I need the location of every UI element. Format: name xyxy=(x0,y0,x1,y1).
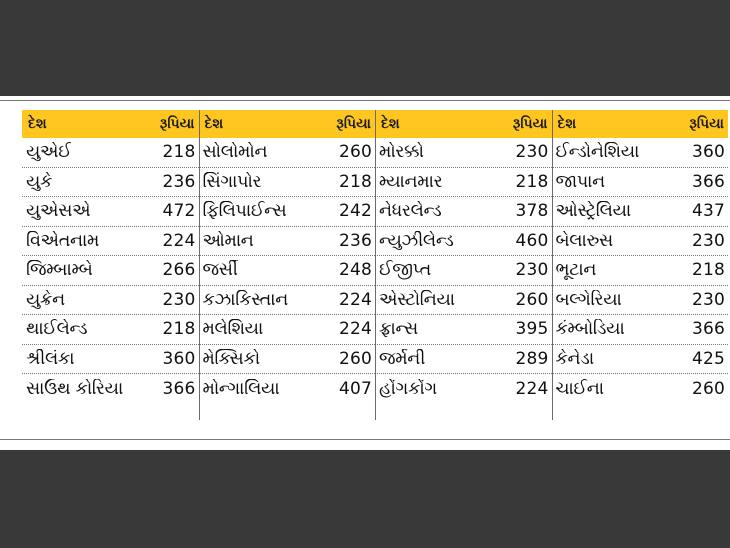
country-name: જર્મની xyxy=(379,348,426,369)
rupee-value: 218 xyxy=(162,142,196,163)
country-name: બેલારુસ xyxy=(555,230,613,251)
table-row xyxy=(199,286,376,316)
table-row xyxy=(22,197,199,227)
rupee-value: 366 xyxy=(162,378,196,399)
country-name: કંમ્બોડિયા xyxy=(555,319,625,340)
country-name: ઓસ્ટ્રેલિયા xyxy=(555,201,631,222)
rupee-value: 218 xyxy=(691,260,725,281)
country-name: સિંગાપોર xyxy=(202,171,262,192)
rupee-value: 360 xyxy=(162,348,196,369)
country-name: ઈન્ડોનેશિયા xyxy=(555,142,640,163)
table-row xyxy=(199,197,376,227)
table-row xyxy=(375,197,552,227)
header-rupees: રૂપિયા xyxy=(336,116,371,132)
column-header xyxy=(22,110,199,138)
table-row xyxy=(552,197,729,227)
rupee-value: 248 xyxy=(338,260,372,281)
table-row xyxy=(22,168,199,198)
country-name: બલ્ગેરિયા xyxy=(555,289,622,310)
rupee-value: 224 xyxy=(338,289,372,310)
country-name: થાઈલેન્ડ xyxy=(26,319,88,340)
country-name: કઝાકિસ્તાન xyxy=(202,289,288,310)
table-row xyxy=(22,345,199,375)
rates-sheet xyxy=(0,96,730,450)
rupee-value: 260 xyxy=(691,378,725,399)
country-name: વિએતનામ xyxy=(26,230,100,251)
country-name: જર્સી xyxy=(202,260,238,281)
table-row xyxy=(552,256,729,286)
top-dark-band xyxy=(0,0,730,96)
rupee-value: 218 xyxy=(162,319,196,340)
country-name: મ્યાનમાર xyxy=(379,171,443,192)
table-row xyxy=(375,315,552,345)
header-country: દેશ xyxy=(28,116,47,132)
table-row xyxy=(552,374,729,404)
country-name: યુક્રેન xyxy=(26,289,65,310)
table-row xyxy=(199,345,376,375)
country-name: શ્રીલંકા xyxy=(26,348,75,369)
country-name: ફિલિપાઈન્સ xyxy=(202,201,287,222)
table-row xyxy=(22,374,199,404)
table-row xyxy=(375,286,552,316)
rupee-value: 472 xyxy=(162,201,196,222)
country-name: મેક્સિકો xyxy=(202,348,260,369)
table-row xyxy=(552,345,729,375)
rupee-value: 230 xyxy=(691,230,725,251)
table-row xyxy=(375,227,552,257)
rupee-value: 366 xyxy=(691,319,725,340)
rupee-value: 218 xyxy=(338,171,372,192)
table-row xyxy=(375,138,552,168)
country-name: મોરક્કો xyxy=(379,142,424,163)
country-name: ઓમાન xyxy=(202,230,254,251)
rupee-value: 260 xyxy=(338,348,372,369)
rupee-value: 395 xyxy=(515,319,549,340)
table-row xyxy=(199,315,376,345)
rupee-value: 425 xyxy=(691,348,725,369)
rupee-value: 236 xyxy=(338,230,372,251)
country-name: ઈજીપ્ત xyxy=(379,260,431,281)
rupee-value: 236 xyxy=(162,171,196,192)
header-rupees: રૂપિયા xyxy=(689,116,724,132)
table-row xyxy=(375,168,552,198)
table-row xyxy=(22,286,199,316)
rupee-value: 366 xyxy=(691,171,725,192)
header-rupees: રૂપિયા xyxy=(159,116,195,132)
top-rule xyxy=(0,100,730,101)
table-row xyxy=(22,138,199,168)
table-row xyxy=(199,168,376,198)
table-row xyxy=(375,374,552,404)
rupee-value: 230 xyxy=(515,142,549,163)
rupee-value: 360 xyxy=(691,142,725,163)
table-column-4 xyxy=(552,110,729,420)
bottom-dark-band xyxy=(0,450,730,548)
table-column-1 xyxy=(22,110,199,420)
country-name: ફ્રાન્સ xyxy=(379,319,418,340)
country-name: એસ્ટોનિયા xyxy=(379,289,455,310)
country-name: કેનેડા xyxy=(555,348,594,369)
country-name: મોન્ગાલિયા xyxy=(202,378,280,399)
header-country: દેશ xyxy=(557,116,577,132)
column-header xyxy=(375,110,552,138)
bottom-rule xyxy=(0,439,730,440)
country-name: જિમ્બામ્બે xyxy=(26,260,93,281)
rates-table xyxy=(22,110,728,420)
rupee-value: 260 xyxy=(338,142,372,163)
country-name: યુએસએ xyxy=(26,201,91,222)
column-header xyxy=(552,110,729,138)
table-row xyxy=(375,345,552,375)
country-name: ચાઈના xyxy=(555,378,604,399)
country-name: હોંગકોંગ xyxy=(379,378,437,399)
country-name: મલેશિયા xyxy=(202,319,263,340)
country-name: ભૂટાન xyxy=(555,260,597,281)
table-row xyxy=(552,315,729,345)
rupee-value: 460 xyxy=(515,230,549,251)
table-row xyxy=(552,286,729,316)
rupee-value: 407 xyxy=(338,378,372,399)
country-name: સોલોમોન xyxy=(202,142,268,163)
rupee-value: 289 xyxy=(515,348,549,369)
rupee-value: 224 xyxy=(338,319,372,340)
header-country: દેશ xyxy=(381,116,400,132)
table-row xyxy=(375,256,552,286)
rupee-value: 224 xyxy=(162,230,196,251)
rupee-value: 230 xyxy=(515,260,549,281)
table-row xyxy=(552,168,729,198)
table-column-3 xyxy=(375,110,552,420)
table-row xyxy=(552,227,729,257)
table-row xyxy=(552,138,729,168)
table-row xyxy=(22,315,199,345)
column-header xyxy=(199,110,376,138)
country-name: યુકે xyxy=(26,171,53,192)
rupee-value: 378 xyxy=(515,201,549,222)
table-row xyxy=(199,138,376,168)
table-row xyxy=(22,256,199,286)
country-name: જાપાન xyxy=(555,171,605,192)
rupee-value: 224 xyxy=(515,378,549,399)
rupee-value: 260 xyxy=(515,289,549,310)
table-column-2 xyxy=(199,110,376,420)
rupee-value: 242 xyxy=(338,201,372,222)
table-row xyxy=(199,227,376,257)
rupee-value: 437 xyxy=(691,201,725,222)
country-name: યુએઈ xyxy=(26,142,72,163)
header-country: દેશ xyxy=(204,116,224,132)
country-name: સાઉથ કોરિયા xyxy=(26,378,123,399)
rupee-value: 218 xyxy=(515,171,549,192)
rupee-value: 266 xyxy=(162,260,196,281)
table-row xyxy=(199,256,376,286)
table-row xyxy=(199,374,376,404)
header-rupees: રૂપિયા xyxy=(512,116,548,132)
rupee-value: 230 xyxy=(691,289,725,310)
table-row xyxy=(22,227,199,257)
country-name: નેધરલેન્ડ xyxy=(379,201,442,222)
country-name: ન્યુઝીલેન્ડ xyxy=(379,230,454,251)
rupee-value: 230 xyxy=(162,289,196,310)
